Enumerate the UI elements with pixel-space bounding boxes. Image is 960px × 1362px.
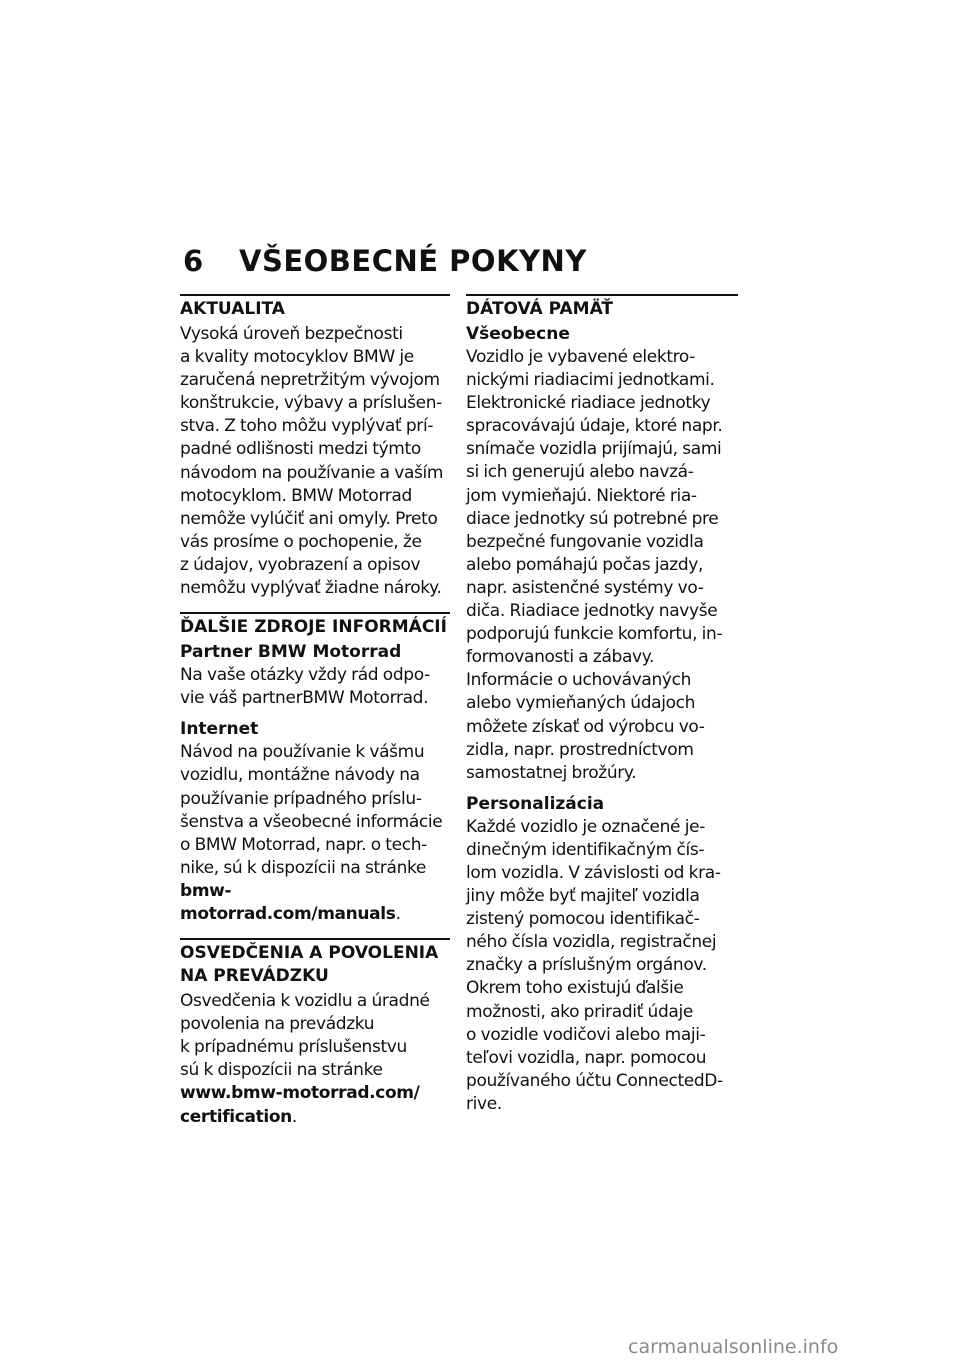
chapter-title: VŠEOBECNÉ POKYNY (239, 244, 587, 278)
subheading-vseobecne: Všeobecne (466, 324, 570, 344)
internet-paragraph (180, 741, 450, 926)
left-column (180, 294, 450, 1129)
section-osvedcenia (180, 938, 450, 1129)
internet-period: . (395, 903, 401, 924)
partner-text: Na vaše otázky vždy rád odpo- vie váš partnerBMW Motorrad. (180, 665, 430, 709)
osvedcenia-text: Osvedčenia k vozidlu a úradné povolenia na prevádzku k prípadnému príslušenstvu sú k dispozícii na stránke (180, 991, 430, 1081)
vseobecne-text: Vozidlo je vybavené elektro- nickými riadiacimi jednotkami. Elektronické riadiace jednotky spracovávajú údaje, ktoré napr. snímače vozidla prijímajú, sami si ich generujú alebo navzá- jom vymieňajú. Niektoré ria- diace jednotky sú potrebné pre bezpečné fungovanie vozidla alebo pomáhajú počas jazdy, napr. asistenčné systémy vo- diča. Riadiace jednotky navyše podporujú funkcie komfortu, in- formovanosti a zábavy. Informácie o uchovávaných alebo vymieňaných údajoch môžete získať od výrobcu vo- zidla, napr. prostredníctvom samostatnej brožúry. (466, 347, 723, 783)
section-heading-osvedcenia: OSVEDČENIA A POVOLENIA NA PREVÁDZKU (180, 938, 450, 988)
manuals-link[interactable]: bmw-motorrad.com/manuals (180, 880, 396, 924)
section-heading-datova-pamat: DÁTOVÁ PAMÄŤ (466, 294, 738, 321)
personalizacia-text: Každé vozidlo je označené je- dinečným identifikačným čís- lom vozidla. V závislosti od kra- jiny môže byť majiteľ vozidla zistený pomocou identifikač- ného čísla vozidla, registračnej značky a príslušným orgánov. Okrem toho existujú ďalšie možnosti, ako priradiť údaje o vozidle vodičovi alebo maji- teľovi vozidla, napr. pomocou používaného účtu ConnectedD- rive. (466, 816, 723, 1114)
certification-link[interactable]: www.bmw-motorrad.com/ certification (180, 1083, 420, 1127)
chapter-heading (183, 244, 587, 278)
section-heading-dalsie-zdroje: ĎALŠIE ZDROJE INFORMÁCIÍ (180, 612, 450, 639)
section-aktualita (180, 294, 450, 600)
subheading-internet: Internet (180, 719, 259, 740)
right-column (466, 294, 738, 1116)
osvedcenia-paragraph (180, 990, 450, 1129)
section-dalsie-zdroje (180, 612, 450, 926)
aktualita-text: Vysoká úroveň bezpečnosti a kvality motocyklov BMW je zaručená nepretržitým vývojom konštrukcie, výbavy a príslušen- stva. Z toho môžu vyplývať prí- padné odlišnosti medzi týmto návodom na používanie a vaším motocyklom. BMW Motorrad nemôže vylúčiť ani omyly. Preto vás prosíme o pochopenie, že z údajov, vyobrazení a opisov nemôžu vyplývať žiadne nároky. (180, 324, 444, 599)
osvedcenia-period: . (291, 1106, 297, 1127)
subheading-personalizacia: Personalizácia (466, 793, 605, 814)
watermark: carmanualsonline.info (628, 1336, 839, 1358)
subheading-partner: Partner BMW Motorrad (180, 642, 402, 663)
section-heading-aktualita: AKTUALITA (180, 294, 450, 321)
internet-text: Návod na používanie k vášmu vozidlu, montážne návody na používanie prípadného príslu- šenstva a všeobecné informácie o BMW Motorrad, napr. o tech- nike, sú k dispozícii na stránke (180, 742, 443, 878)
section-datova-pamat (466, 294, 738, 1116)
chapter-number: 6 (183, 244, 204, 278)
